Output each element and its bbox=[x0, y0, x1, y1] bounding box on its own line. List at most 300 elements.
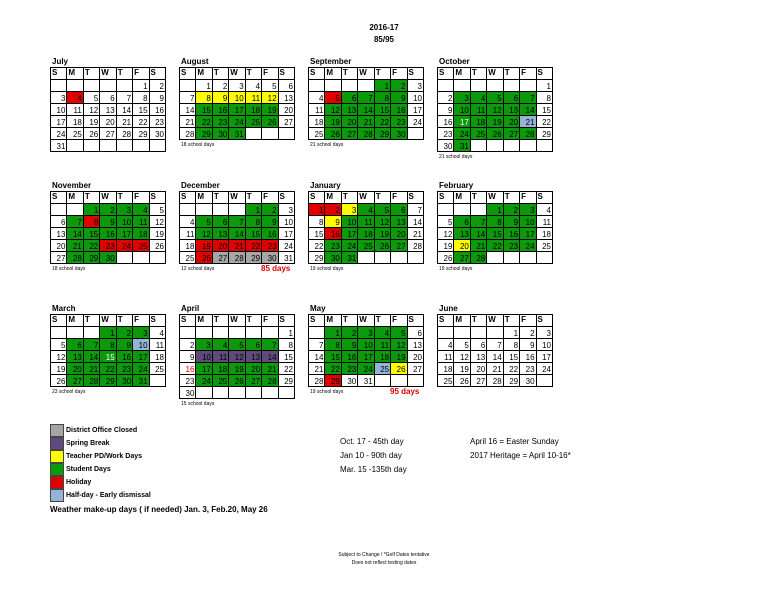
day-cell: 14 bbox=[83, 351, 99, 363]
day-cell: 6 bbox=[278, 80, 294, 92]
day-cell: 15 bbox=[325, 351, 341, 363]
week-row bbox=[51, 216, 166, 228]
empty-day-cell bbox=[438, 327, 454, 339]
day-cell: 3 bbox=[407, 80, 423, 92]
week-row bbox=[180, 363, 295, 375]
day-cell: 20 bbox=[407, 351, 423, 363]
empty-day-cell bbox=[325, 80, 341, 92]
day-cell: 28 bbox=[309, 375, 325, 387]
day-cell: 11 bbox=[149, 339, 165, 351]
weekday-header: T bbox=[470, 192, 486, 204]
day-cell: 12 bbox=[262, 92, 278, 104]
day-cell: 11 bbox=[358, 216, 374, 228]
weekday-header: F bbox=[133, 192, 149, 204]
day-cell: 10 bbox=[341, 216, 357, 228]
school-days-label: 19 school days bbox=[310, 389, 344, 395]
empty-day-cell bbox=[67, 327, 83, 339]
day-cell: 4 bbox=[309, 92, 325, 104]
day-cell: 4 bbox=[470, 92, 486, 104]
day-cell: 2 bbox=[341, 327, 357, 339]
day-cell: 22 bbox=[325, 363, 341, 375]
day-cell: 3 bbox=[278, 204, 294, 216]
day-cell: 16 bbox=[325, 228, 341, 240]
legend-swatch bbox=[50, 450, 64, 463]
day-cell: 22 bbox=[133, 116, 149, 128]
weekday-header: T bbox=[341, 192, 357, 204]
legend-item bbox=[50, 437, 268, 450]
day-cell: 25 bbox=[438, 375, 454, 387]
day-cell: 9 bbox=[116, 339, 132, 351]
day-cell: 12 bbox=[438, 228, 454, 240]
day-cell: 27 bbox=[278, 116, 294, 128]
day-cell: 29 bbox=[309, 252, 325, 264]
month-grid bbox=[437, 314, 553, 387]
day-cell: 20 bbox=[503, 116, 519, 128]
day-cell: 10 bbox=[133, 339, 149, 351]
weekday-header: S bbox=[149, 315, 165, 327]
weekday-header: T bbox=[212, 192, 228, 204]
day-cell: 23 bbox=[180, 375, 196, 387]
weekday-header-row bbox=[51, 192, 166, 204]
day-cell: 28 bbox=[229, 252, 245, 264]
empty-day-cell bbox=[407, 252, 423, 264]
legend-swatch bbox=[50, 476, 64, 489]
weekday-header: S bbox=[407, 68, 423, 80]
week-row bbox=[438, 204, 553, 216]
day-cell: 20 bbox=[51, 240, 67, 252]
day-cell: 16 bbox=[100, 228, 116, 240]
month-grid bbox=[179, 191, 295, 264]
day-cell: 29 bbox=[325, 375, 341, 387]
empty-day-cell bbox=[487, 327, 503, 339]
weekday-header-row bbox=[51, 68, 166, 80]
day-cell: 17 bbox=[341, 228, 357, 240]
weekday-header: T bbox=[341, 315, 357, 327]
day-cell: 10 bbox=[229, 92, 245, 104]
day-cell: 8 bbox=[503, 339, 519, 351]
weekday-header-row bbox=[51, 315, 166, 327]
week-row bbox=[309, 92, 424, 104]
week-row bbox=[51, 339, 166, 351]
day-cell: 17 bbox=[278, 228, 294, 240]
day-cell: 8 bbox=[309, 216, 325, 228]
empty-day-cell bbox=[487, 252, 503, 264]
day-cell: 26 bbox=[487, 128, 503, 140]
week-row bbox=[180, 375, 295, 387]
month-grid bbox=[179, 67, 295, 140]
legend-swatch bbox=[50, 437, 64, 450]
month-grid bbox=[437, 191, 553, 264]
weekday-header: T bbox=[503, 68, 519, 80]
empty-day-cell bbox=[309, 80, 325, 92]
day-cell: 24 bbox=[341, 240, 357, 252]
day-cell: 24 bbox=[116, 240, 132, 252]
month-name: September bbox=[310, 57, 352, 66]
day-cell: 18 bbox=[536, 228, 552, 240]
weekday-header: F bbox=[262, 192, 278, 204]
day-cell: 13 bbox=[245, 351, 261, 363]
legend-label: Teacher PD/Work Days bbox=[66, 453, 142, 460]
day-cell: 20 bbox=[245, 363, 261, 375]
day-cell: 30 bbox=[325, 252, 341, 264]
day-cell: 1 bbox=[325, 327, 341, 339]
day-cell: 9 bbox=[149, 92, 165, 104]
week-row bbox=[51, 363, 166, 375]
day-cell: 7 bbox=[83, 339, 99, 351]
school-days-count bbox=[179, 265, 295, 273]
day-cell: 31 bbox=[229, 128, 245, 140]
empty-day-cell bbox=[520, 252, 536, 264]
day-cell: 24 bbox=[196, 375, 212, 387]
empty-day-cell bbox=[83, 80, 99, 92]
empty-day-cell bbox=[67, 140, 83, 152]
weekday-header: F bbox=[520, 192, 536, 204]
day-cell: 31 bbox=[341, 252, 357, 264]
day-cell: 20 bbox=[391, 228, 407, 240]
day-cell: 24 bbox=[358, 363, 374, 375]
day-cell: 25 bbox=[245, 116, 261, 128]
day-cell: 31 bbox=[278, 252, 294, 264]
day-cell: 2 bbox=[262, 204, 278, 216]
weekday-header: S bbox=[438, 192, 454, 204]
weekday-header: T bbox=[374, 68, 390, 80]
day-cell: 13 bbox=[391, 216, 407, 228]
day-cell: 14 bbox=[67, 228, 83, 240]
month-name: July bbox=[52, 57, 69, 66]
day-cell: 30 bbox=[438, 140, 454, 152]
day-cell: 8 bbox=[278, 339, 294, 351]
empty-day-cell bbox=[180, 204, 196, 216]
weekday-header: M bbox=[454, 315, 470, 327]
day-cell: 15 bbox=[309, 228, 325, 240]
weekday-header: T bbox=[470, 68, 486, 80]
month-july bbox=[50, 56, 166, 161]
week-row bbox=[51, 252, 166, 264]
day-cell: 12 bbox=[487, 104, 503, 116]
weekday-header: S bbox=[149, 192, 165, 204]
day-cell: 24 bbox=[407, 116, 423, 128]
day-cell: 28 bbox=[67, 252, 83, 264]
weekday-header: W bbox=[487, 192, 503, 204]
empty-day-cell bbox=[67, 80, 83, 92]
weekday-header: W bbox=[358, 68, 374, 80]
day-cell: 2 bbox=[520, 327, 536, 339]
day-cell: 1 bbox=[278, 327, 294, 339]
day-cell: 13 bbox=[470, 351, 486, 363]
week-row bbox=[438, 116, 553, 128]
school-days-label: 19 school days bbox=[310, 266, 344, 272]
week-row bbox=[51, 204, 166, 216]
week-row bbox=[180, 228, 295, 240]
month-grid bbox=[308, 67, 424, 140]
day-cell: 23 bbox=[325, 240, 341, 252]
day-cell: 25 bbox=[67, 128, 83, 140]
weekday-header: T bbox=[83, 315, 99, 327]
event-easter: April 16 = Easter Sunday bbox=[470, 437, 559, 446]
day-cell: 9 bbox=[391, 92, 407, 104]
empty-day-cell bbox=[536, 252, 552, 264]
month-grid bbox=[50, 191, 166, 264]
day-cell: 23 bbox=[262, 240, 278, 252]
day-cell: 5 bbox=[149, 204, 165, 216]
week-row bbox=[180, 128, 295, 140]
empty-day-cell bbox=[407, 128, 423, 140]
legend-swatch bbox=[50, 489, 64, 502]
legend-item bbox=[50, 450, 268, 463]
day-cell: 20 bbox=[470, 363, 486, 375]
weekday-header: W bbox=[358, 315, 374, 327]
weekday-header: W bbox=[487, 315, 503, 327]
legend-label: Holiday bbox=[66, 479, 92, 486]
empty-day-cell bbox=[196, 204, 212, 216]
day-cell: 28 bbox=[407, 240, 423, 252]
day-cell: 13 bbox=[278, 92, 294, 104]
day-cell: 11 bbox=[309, 104, 325, 116]
weekday-header: T bbox=[470, 315, 486, 327]
day-cell: 3 bbox=[358, 327, 374, 339]
day-cell: 10 bbox=[407, 92, 423, 104]
event-heritage: 2017 Heritage = April 10-16* bbox=[470, 451, 571, 460]
weekday-header: T bbox=[245, 68, 261, 80]
day-cell: 9 bbox=[262, 216, 278, 228]
empty-day-cell bbox=[180, 80, 196, 92]
empty-day-cell bbox=[133, 252, 149, 264]
day-cell: 24 bbox=[133, 363, 149, 375]
weekday-header: S bbox=[180, 68, 196, 80]
weekday-header: M bbox=[454, 192, 470, 204]
empty-day-cell bbox=[454, 327, 470, 339]
day-cell: 8 bbox=[133, 92, 149, 104]
day-cell: 28 bbox=[116, 128, 132, 140]
week-row bbox=[309, 252, 424, 264]
day-cell: 3 bbox=[454, 92, 470, 104]
week-row bbox=[180, 387, 295, 399]
day-cell: 5 bbox=[374, 204, 390, 216]
day-cell: 27 bbox=[407, 363, 423, 375]
day-cell: 26 bbox=[229, 375, 245, 387]
day-cell: 7 bbox=[229, 216, 245, 228]
weekday-header: M bbox=[325, 68, 341, 80]
day-cell: 6 bbox=[503, 92, 519, 104]
month-name: May bbox=[310, 304, 326, 313]
day-cell: 12 bbox=[229, 351, 245, 363]
day-cell: 3 bbox=[196, 339, 212, 351]
day-cell: 3 bbox=[116, 204, 132, 216]
day-cell: 13 bbox=[341, 104, 357, 116]
week-row bbox=[438, 240, 553, 252]
weekday-header: F bbox=[520, 315, 536, 327]
day-cell: 29 bbox=[374, 128, 390, 140]
day-cell: 24 bbox=[278, 240, 294, 252]
week-row bbox=[51, 375, 166, 387]
day-cell: 4 bbox=[133, 204, 149, 216]
day-cell: 18 bbox=[245, 104, 261, 116]
day-cell: 5 bbox=[229, 339, 245, 351]
day-cell: 2 bbox=[100, 204, 116, 216]
weekday-header: S bbox=[309, 315, 325, 327]
day-cell: 10 bbox=[536, 339, 552, 351]
day-cell: 9 bbox=[180, 351, 196, 363]
day-cell: 21 bbox=[358, 116, 374, 128]
week-row bbox=[309, 104, 424, 116]
week-row bbox=[51, 228, 166, 240]
empty-day-cell bbox=[229, 387, 245, 399]
week-row bbox=[309, 375, 424, 387]
day-cell: 19 bbox=[374, 228, 390, 240]
day-cell: 7 bbox=[116, 92, 132, 104]
week-row bbox=[309, 128, 424, 140]
day-cell: 27 bbox=[503, 128, 519, 140]
month-grid bbox=[179, 314, 295, 399]
day-cell: 4 bbox=[212, 339, 228, 351]
day-cell: 9 bbox=[325, 216, 341, 228]
day-cell: 26 bbox=[83, 128, 99, 140]
empty-day-cell bbox=[391, 375, 407, 387]
day-cell: 23 bbox=[116, 363, 132, 375]
day-cell: 30 bbox=[100, 252, 116, 264]
day-cell: 28 bbox=[180, 128, 196, 140]
day-cell: 18 bbox=[309, 116, 325, 128]
day-cell: 5 bbox=[438, 216, 454, 228]
day-cell: 7 bbox=[487, 339, 503, 351]
empty-day-cell bbox=[116, 140, 132, 152]
day-cell: 23 bbox=[503, 240, 519, 252]
weekday-header: F bbox=[520, 68, 536, 80]
day-cell: 27 bbox=[67, 375, 83, 387]
week-row bbox=[180, 92, 295, 104]
day-cell: 21 bbox=[262, 363, 278, 375]
week-row bbox=[180, 327, 295, 339]
weekday-header: T bbox=[503, 192, 519, 204]
day-cell: 12 bbox=[83, 104, 99, 116]
day-cell: 3 bbox=[536, 327, 552, 339]
day-cell: 29 bbox=[133, 128, 149, 140]
day-cell: 16 bbox=[520, 351, 536, 363]
school-days-count bbox=[437, 265, 553, 273]
day-cell: 27 bbox=[100, 128, 116, 140]
weekday-header: T bbox=[341, 68, 357, 80]
week-row bbox=[438, 216, 553, 228]
weekday-header: F bbox=[262, 315, 278, 327]
weekday-header: W bbox=[229, 68, 245, 80]
month-name: April bbox=[181, 304, 200, 313]
week-row bbox=[51, 116, 166, 128]
weekday-header: F bbox=[391, 192, 407, 204]
day-cell: 5 bbox=[262, 80, 278, 92]
day-cell: 12 bbox=[454, 351, 470, 363]
weekday-header: S bbox=[278, 192, 294, 204]
school-days-label: 23 school days bbox=[52, 389, 86, 395]
day-cell: 10 bbox=[51, 104, 67, 116]
day-cell: 28 bbox=[83, 375, 99, 387]
school-days-label: 18 school days bbox=[52, 266, 86, 272]
day-cell: 29 bbox=[536, 128, 552, 140]
day-cell: 29 bbox=[278, 375, 294, 387]
day-cell: 19 bbox=[149, 228, 165, 240]
empty-day-cell bbox=[503, 140, 519, 152]
weekday-header: F bbox=[391, 315, 407, 327]
month-september bbox=[308, 56, 424, 149]
day-cell: 21 bbox=[309, 363, 325, 375]
legend-swatch bbox=[50, 463, 64, 476]
week-row bbox=[309, 327, 424, 339]
footer-subject-to-change: Subject to Change / *Golf Dates tentative bbox=[338, 552, 430, 558]
month-name: August bbox=[181, 57, 209, 66]
day-cell: 17 bbox=[196, 363, 212, 375]
day-cell: 10 bbox=[116, 216, 132, 228]
day-cell: 27 bbox=[245, 375, 261, 387]
day-cell: 19 bbox=[196, 240, 212, 252]
day-cell: 13 bbox=[212, 228, 228, 240]
day-cell: 6 bbox=[67, 339, 83, 351]
day-cell: 18 bbox=[180, 240, 196, 252]
month-grid bbox=[50, 314, 166, 387]
day-cell: 5 bbox=[325, 92, 341, 104]
weekday-header-row bbox=[180, 315, 295, 327]
day-cell: 6 bbox=[454, 216, 470, 228]
weekday-header: M bbox=[196, 315, 212, 327]
month-february bbox=[437, 180, 553, 273]
empty-day-cell bbox=[358, 80, 374, 92]
day-cell: 2 bbox=[116, 327, 132, 339]
week-row bbox=[180, 351, 295, 363]
day-cell: 7 bbox=[180, 92, 196, 104]
day-cell: 14 bbox=[470, 228, 486, 240]
empty-day-cell bbox=[245, 387, 261, 399]
school-days-label: 18 school days bbox=[181, 142, 215, 148]
day-cell: 12 bbox=[325, 104, 341, 116]
day-cell: 22 bbox=[278, 363, 294, 375]
weekday-header-row bbox=[309, 192, 424, 204]
day-cell: 18 bbox=[67, 116, 83, 128]
day-cell: 25 bbox=[536, 240, 552, 252]
day-cell: 6 bbox=[245, 339, 261, 351]
day-cell: 7 bbox=[520, 92, 536, 104]
weekday-header-row bbox=[309, 68, 424, 80]
weekday-header: M bbox=[325, 315, 341, 327]
month-january bbox=[308, 180, 424, 273]
day-cell: 24 bbox=[229, 116, 245, 128]
day-cell: 21 bbox=[83, 363, 99, 375]
weekday-header: S bbox=[309, 192, 325, 204]
empty-day-cell bbox=[487, 80, 503, 92]
day-cell: 15 bbox=[100, 351, 116, 363]
day-cell: 16 bbox=[438, 116, 454, 128]
weekday-header: T bbox=[503, 315, 519, 327]
empty-day-cell bbox=[454, 80, 470, 92]
day-cell: 11 bbox=[536, 216, 552, 228]
day-cell: 5 bbox=[83, 92, 99, 104]
weekday-header: T bbox=[83, 68, 99, 80]
day-cell: 26 bbox=[454, 375, 470, 387]
day-cell: 16 bbox=[262, 228, 278, 240]
weekday-header: S bbox=[438, 315, 454, 327]
month-name: December bbox=[181, 181, 220, 190]
week-row bbox=[438, 327, 553, 339]
day-cell: 20 bbox=[454, 240, 470, 252]
day-cell: 22 bbox=[503, 363, 519, 375]
empty-day-cell bbox=[470, 140, 486, 152]
week-row bbox=[438, 375, 553, 387]
empty-day-cell bbox=[149, 375, 165, 387]
legend-item bbox=[50, 476, 268, 489]
day-cell: 12 bbox=[149, 216, 165, 228]
weekday-header: S bbox=[536, 68, 552, 80]
legend-item bbox=[50, 424, 268, 437]
day-cell: 12 bbox=[374, 216, 390, 228]
day-cell: 25 bbox=[309, 128, 325, 140]
day-cell: 4 bbox=[67, 92, 83, 104]
